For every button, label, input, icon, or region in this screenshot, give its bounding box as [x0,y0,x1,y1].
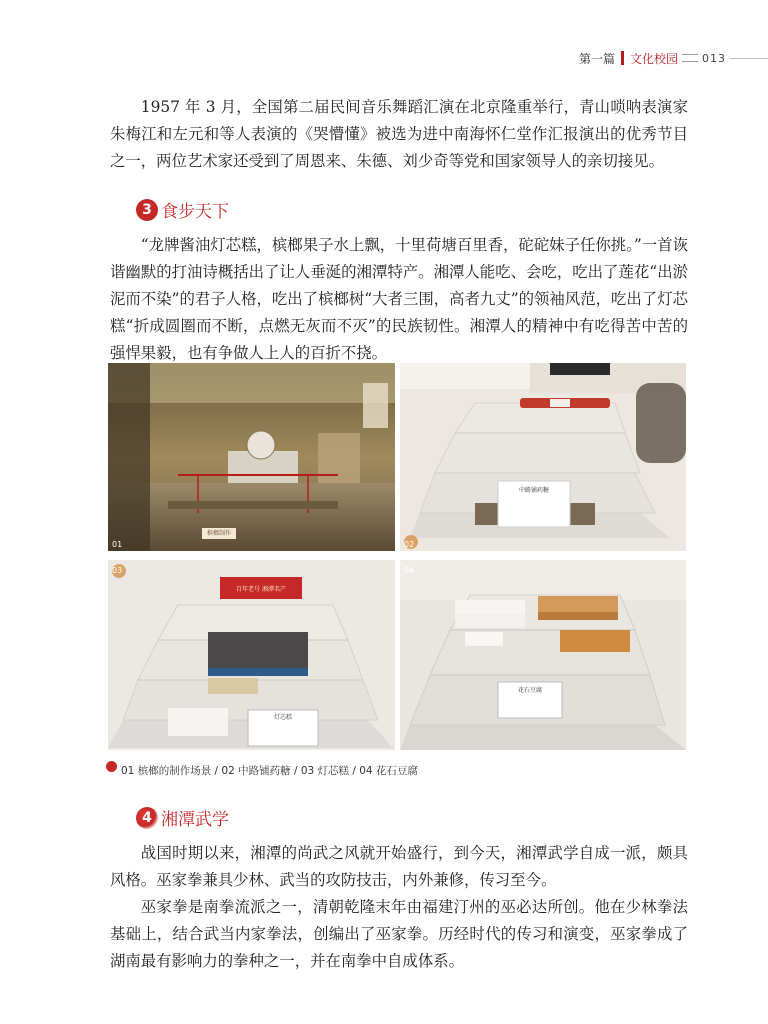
section-3-heading [136,197,229,222]
section-3-paragraph: “龙牌酱油灯芯糕，槟榔果子水上飘，十里荷塘百里香，砣砣妹子任你挑。”一首诙谐幽默的打油诗概括出了让人垂涎的湘潭特产。湘潭人能吃、会吃，吃出了莲花“出淤泥而不染”的君子人格，吃出了槟榔树“大者三围，高者九丈”的领袖风范，吃出了灯芯糕“折成圆圈而不断，点燃无灰而不灭”的民族韧性。湘潭人的精神中有吃得苦中苦的强悍果毅，也有争做人上人的百折不挠。 [110,236,688,362]
section-4-number: 4 [136,807,158,829]
section-3-title: 食步天下 [161,202,229,222]
huashi-tofu-image [400,560,686,750]
photo-02-label: 02 [404,540,415,549]
photo-candy-display [400,363,686,551]
photo-huashi-tofu [400,560,686,750]
photo-01-label: 01 [112,540,123,549]
photo-03-label: 03 [112,566,123,575]
page-number: 013 [702,51,726,65]
photo-betel-nut-scene [108,363,395,551]
section-name: 文化校园 [629,51,678,66]
photo-04-label: 04 [404,566,415,575]
section-4-heading [136,805,229,830]
intro-paragraph: 1957 年 3 月，全国第二届民间音乐舞蹈汇演在北京隆重举行，青山唢呐表演家朱梅江和左元和等人表演的《哭懵懂》被选为进中南海怀仁堂作汇报演出的优秀节目之一，两位艺术家还受到了周恩来、朱德、刘少奇等党和国家领导人的亲切接见。 [110,98,688,170]
betel-nut-scene-image [108,363,395,551]
photo-03-placard: 灯芯糕 [273,714,292,721]
section-4-paragraph-2: 巫家拳是南拳流派之一，清朝乾隆末年由福建汀州的巫必达所创。他在少林拳法基础上，结合武当内家拳法，创编出了巫家拳。历经时代的传习和演变，巫家拳成了湖南最有影响力的拳种之一，并在南拳中自成体系。 [110,898,688,970]
photo-01-placard: 槟榔制作 [202,528,236,539]
section-4-paragraph-1: 战国时期以来，湘潭的尚武之风就开始盛行，到今天，湘潭武学自成一派，颇具风格。巫家拳兼具少林、武当的攻防技击，内外兼修，传习至今。 [110,844,688,889]
photo-04-placard: 花石豆腐 [517,687,542,694]
candy-display-image [400,363,686,551]
photo-03-box-text: 百年老号 湘潭名产 [236,586,286,593]
header-rule [730,58,768,59]
caption-marker [106,761,117,772]
section-4-title: 湘潭武学 [161,810,229,830]
page-header [579,46,768,70]
section-3-number: 3 [136,199,158,221]
photo-lamp-wick-cake [108,560,395,750]
photo-02-placard: 中路铺药糖 [518,487,549,494]
part-title: 第一篇 [578,51,615,66]
photo-caption [106,763,418,778]
header-ornament [682,54,698,62]
header-divider [621,51,624,65]
caption-text: 01 槟榔的制作场景 / 02 中路铺药糖 / 03 灯芯糕 / 04 花石豆腐 [121,765,418,777]
